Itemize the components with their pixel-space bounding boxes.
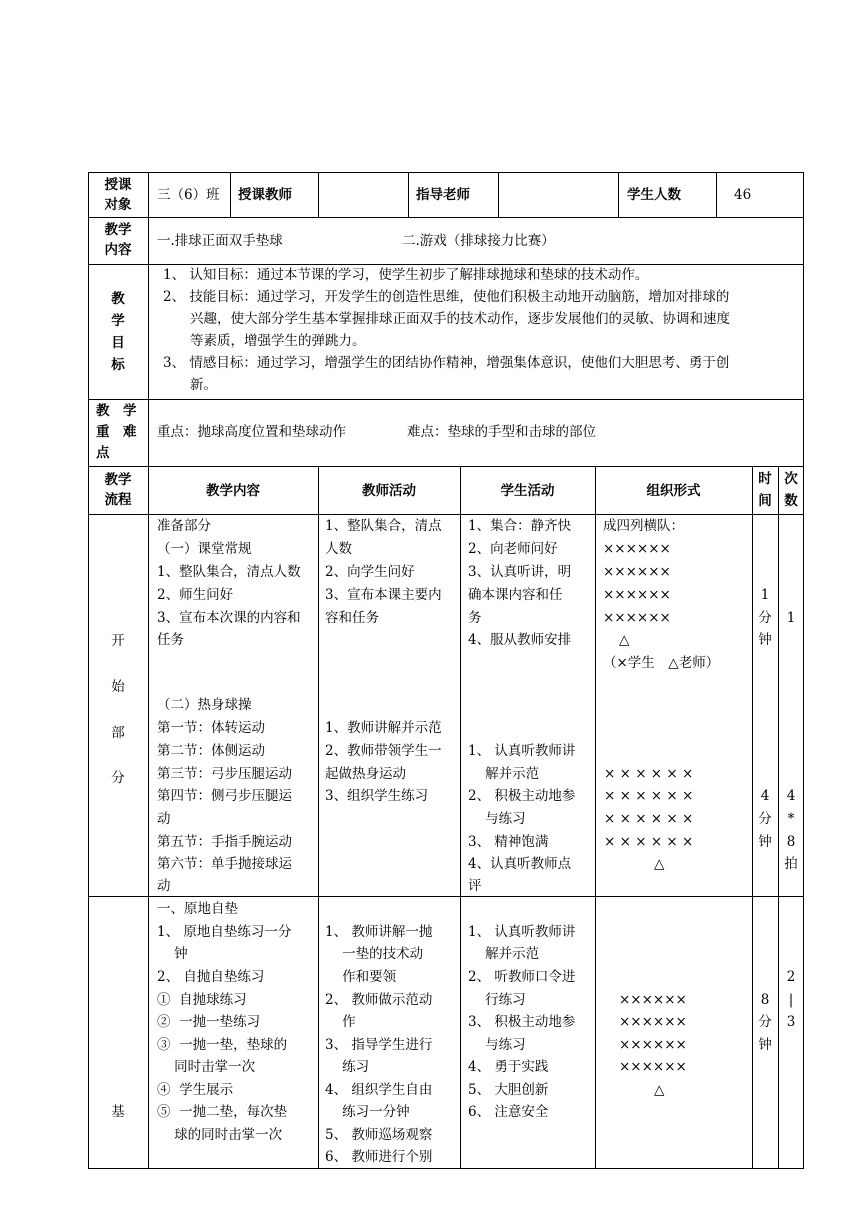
- supervisor-label: 指导老师: [416, 187, 470, 203]
- keypoints-label-line: 点: [96, 445, 110, 461]
- start-teacher-line: 3、组织学生练习: [325, 788, 429, 804]
- flow-header-count: [780, 468, 802, 512]
- basic-content-line: ④ 学生展示: [157, 1082, 234, 1098]
- students-value: 46: [734, 187, 752, 203]
- content-label: [96, 220, 140, 260]
- table-border: [318, 172, 319, 217]
- basic-content-line: ⑤ 一抛二垫，每次垫: [157, 1104, 288, 1120]
- basic-content-line: 同时击掌一次: [157, 1059, 256, 1075]
- start-content-line: 第三节：弓步压腿运动: [157, 766, 292, 782]
- basic-teacher-line: 2、 教师做示范动: [325, 992, 433, 1008]
- start-label-char: 始: [111, 679, 125, 695]
- start-content-line: （一）课堂常规: [157, 541, 252, 557]
- start-student-line: 3、 精神饱满: [468, 834, 549, 850]
- start-student-line: 评: [468, 878, 482, 894]
- goals-label: [96, 288, 140, 376]
- content-item-1: 一.排球正面双手垫球: [157, 233, 283, 249]
- flow-header-time: [754, 468, 776, 512]
- basic-teacher-line: 1、 教师讲解一抛: [325, 924, 433, 940]
- basic-org-line: ××××××: [619, 1037, 687, 1053]
- start-content-line: 2、师生问好: [157, 587, 234, 603]
- start-teacher-line: 人数: [325, 541, 352, 557]
- basic-student-line: 2、 听教师口令进: [468, 969, 576, 985]
- table-border: [148, 172, 149, 1169]
- flow-header-content: 教学内容: [206, 483, 260, 499]
- start-student-line: 2、向老师问好: [468, 541, 558, 557]
- basic-content-line: 1、 原地自垫练习一分: [157, 924, 292, 940]
- start-time: 1: [760, 587, 770, 603]
- table-border: [88, 1168, 804, 1169]
- goal-line: 2、 技能目标：通过学习，开发学生的创造性思维，使他们积极主动地开动脑筋，增加对排球的: [163, 289, 730, 305]
- keypoints-label: [96, 401, 146, 464]
- basic-teacher-line: 练习: [325, 1059, 370, 1075]
- start-student-line: 4、认真听教师点: [468, 856, 572, 872]
- basic-count: 2: [786, 969, 796, 985]
- start-content-line: 第四节：侧弓步压腿运: [157, 788, 292, 804]
- content-item-2: 二.游戏（排球接力比赛）: [402, 233, 555, 249]
- basic-teacher-line: 6、 教师进行个别: [325, 1149, 433, 1165]
- class-label-text: 授课对象: [104, 177, 132, 213]
- goal-line: 3、 情感目标：通过学习，增强学生的团结协作精神，增强集体意识，使他们大胆思考、勇于创: [163, 355, 730, 371]
- goal-line: 等素质，增强学生的弹跳力。: [190, 333, 366, 349]
- start-content-line: 准备部分: [157, 518, 211, 534]
- start-content-line: 动: [157, 878, 171, 894]
- basic-content-line: 钟: [157, 946, 188, 962]
- start-org-line: × × × × × ×: [604, 811, 694, 827]
- start-student-line: 确本课内容和任: [468, 587, 563, 603]
- start-content-line: （二）热身球操: [157, 697, 252, 713]
- table-border: [88, 172, 89, 1169]
- basic-org-line: ××××××: [619, 1014, 687, 1030]
- keypoints-label-line: 教 学: [96, 403, 137, 419]
- basic-student-line: 5、 大胆创新: [468, 1082, 549, 1098]
- flow-header-flow: [96, 470, 140, 510]
- start-student-line: 4、服从教师安排: [468, 632, 572, 648]
- start-count: 拍: [784, 856, 798, 872]
- flow-header-teacher: 教师活动: [362, 483, 416, 499]
- basic-student-line: 与练习: [468, 1037, 526, 1053]
- start-count: 8: [786, 834, 796, 850]
- start-org-line: ××××××: [603, 541, 671, 557]
- basic-label: 基: [111, 1104, 125, 1120]
- start-student-line: 与练习: [468, 811, 526, 827]
- start-student-line: 2、 积极主动地参: [468, 788, 576, 804]
- basic-teacher-line: 3、 指导学生进行: [325, 1037, 433, 1053]
- table-border: [408, 172, 409, 217]
- start-content-line: 第二节：体侧运动: [157, 743, 265, 759]
- basic-count: |: [788, 992, 794, 1008]
- start-count: *: [787, 811, 795, 827]
- basic-content-line: 一、原地自垫: [157, 901, 238, 917]
- basic-org-line: ××××××: [619, 1059, 687, 1075]
- start-count: 4: [786, 788, 796, 804]
- start-student-line: 务: [468, 610, 482, 626]
- table-border: [88, 896, 804, 897]
- start-student-line: 1、集合：静齐快: [468, 518, 572, 534]
- table-border: [88, 172, 804, 173]
- table-border: [88, 399, 804, 400]
- start-org-line: ××××××: [603, 564, 671, 580]
- table-border: [498, 172, 499, 217]
- table-border: [595, 466, 596, 1169]
- start-count: 1: [786, 610, 796, 626]
- basic-student-line: 行练习: [468, 992, 526, 1008]
- start-org-line: × × × × × ×: [604, 834, 694, 850]
- teacher-label: 授课教师: [238, 187, 292, 203]
- start-org-line: △: [619, 632, 630, 648]
- basic-teacher-line: 一垫的技术动: [325, 946, 424, 962]
- basic-time: 8: [760, 992, 770, 1008]
- start-student-line: 1、 认真听教师讲: [468, 743, 576, 759]
- start-teacher-line: 2、教师带领学生一: [325, 743, 442, 759]
- start-teacher-line: 容和任务: [325, 610, 379, 626]
- table-border: [460, 466, 461, 1169]
- start-org-line: × × × × × ×: [604, 766, 694, 782]
- table-border: [716, 172, 717, 217]
- basic-content-line: ② 一抛一垫练习: [157, 1014, 261, 1030]
- start-content-line: 3、宣布本次课的内容和: [157, 610, 301, 626]
- start-content-line: 第五节：手指手腕运动: [157, 834, 292, 850]
- start-student-line: 3、认真听讲，明: [468, 564, 572, 580]
- start-content-line: 动: [157, 811, 171, 827]
- flow-header-org: 组织形式: [646, 483, 701, 499]
- table-border: [88, 466, 804, 467]
- goals-label-char: 学: [111, 313, 125, 329]
- flow-header-student: 学生活动: [500, 483, 555, 499]
- basic-student-line: 4、 勇于实践: [468, 1059, 549, 1075]
- start-org-line: × × × × × ×: [604, 788, 694, 804]
- basic-teacher-line: 4、 组织学生自由: [325, 1082, 433, 1098]
- start-org-line: 成四列横队：: [603, 518, 684, 534]
- students-label: 学生人数: [627, 187, 681, 203]
- start-content-line: 1、整队集合，清点人数: [157, 564, 301, 580]
- goal-line: 1、 认知目标：通过本节课的学习，使学生初步了解排球抛球和垫球的技术动作。: [163, 267, 649, 283]
- start-time: 分: [758, 811, 772, 827]
- start-teacher-line: 1、整队集合，清点: [325, 518, 442, 534]
- start-label-char: 部: [111, 725, 125, 741]
- goal-line: 新。: [190, 377, 217, 393]
- start-content-line: 第一节：体转运动: [157, 720, 265, 736]
- goals-label-char: 教: [111, 291, 125, 307]
- start-teacher-line: 起做热身运动: [325, 766, 406, 782]
- goals-label-char: 标: [111, 357, 125, 373]
- class-label: [96, 175, 140, 215]
- start-teacher-line: 2、向学生问好: [325, 564, 415, 580]
- basic-student-line: 3、 积极主动地参: [468, 1014, 576, 1030]
- basic-student-line: 1、 认真听教师讲: [468, 924, 576, 940]
- start-org-line: ××××××: [603, 587, 671, 603]
- table-border: [618, 172, 619, 217]
- start-time: 钟: [758, 834, 772, 850]
- basic-count: 3: [786, 1014, 796, 1030]
- start-student-line: 解并示范: [468, 766, 540, 782]
- basic-time: 分: [758, 1014, 772, 1030]
- content-label-text: 教学内容: [104, 222, 132, 258]
- start-time: 4: [760, 788, 770, 804]
- flow-header-time-text: 时间: [758, 471, 772, 509]
- start-teacher-line: 1、教师讲解并示范: [325, 720, 442, 736]
- start-teacher-line: 3、宣布本课主要内: [325, 587, 442, 603]
- basic-teacher-line: 5、 教师巡场观察: [325, 1127, 433, 1143]
- basic-time: 钟: [758, 1037, 772, 1053]
- start-org-line: △: [654, 856, 665, 872]
- basic-teacher-line: 作和要领: [325, 969, 397, 985]
- difficulty-point: 难点：垫球的手型和击球的部位: [407, 424, 596, 440]
- class-value: 三（6）班: [157, 187, 220, 203]
- flow-header-count-text: 次数: [784, 471, 798, 509]
- basic-student-line: 6、 注意安全: [468, 1104, 549, 1120]
- basic-teacher-line: 作: [325, 1014, 356, 1030]
- start-label-char: 开: [111, 633, 125, 649]
- key-point: 重点：抛球高度位置和垫球动作: [157, 424, 346, 440]
- flow-header-flow-text: 教学流程: [104, 472, 132, 508]
- table-border: [230, 172, 231, 217]
- start-time: 钟: [758, 632, 772, 648]
- start-time: 分: [758, 610, 772, 626]
- basic-org-line: △: [654, 1082, 665, 1098]
- start-content-line: 任务: [157, 632, 184, 648]
- keypoints-label-line: 重 难: [96, 424, 137, 440]
- start-label-char: 分: [111, 770, 125, 786]
- start-org-line: （×学生 △老师）: [603, 655, 720, 671]
- basic-org-line: ××××××: [619, 992, 687, 1008]
- basic-content-line: 球的同时击掌一次: [157, 1127, 283, 1143]
- goals-label-char: 目: [111, 335, 125, 351]
- basic-content-line: 2、 自抛自垫练习: [157, 969, 265, 985]
- start-org-line: ××××××: [603, 610, 671, 626]
- start-content-line: 第六节：单手抛接球运: [157, 856, 292, 872]
- table-border: [318, 466, 319, 1169]
- basic-content-line: ③ 一抛一垫，垫球的: [157, 1037, 288, 1053]
- goal-line: 兴趣，使大部分学生基本掌握排球正面双手的技术动作，逐步发展他们的灵敏、协调和速度: [190, 311, 730, 327]
- table-border: [88, 217, 804, 218]
- basic-teacher-line: 练习一分钟: [325, 1104, 410, 1120]
- basic-content-line: ① 自抛球练习: [157, 992, 247, 1008]
- basic-student-line: 解并示范: [468, 946, 540, 962]
